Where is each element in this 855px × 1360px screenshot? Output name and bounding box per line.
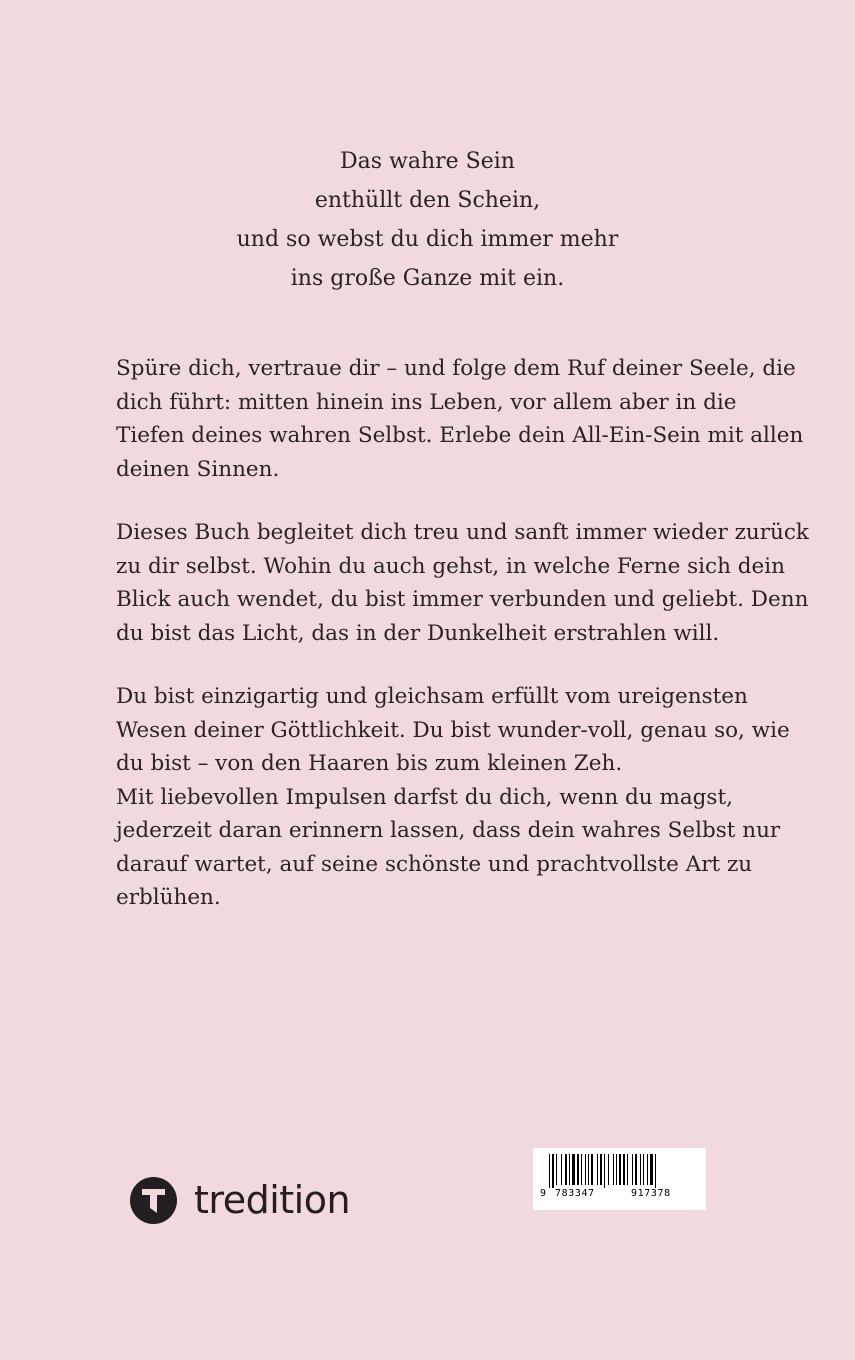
poem-line: ins große Ganze mit ein.	[290, 266, 565, 291]
barcode-bar	[572, 1154, 575, 1185]
barcode-bar	[619, 1154, 621, 1185]
text-line: du bist das Licht, das in der Dunkelheit erstrahlen will.	[116, 620, 720, 646]
barcode-bar	[640, 1154, 641, 1185]
barcode-bar	[561, 1154, 562, 1185]
barcode-bar	[600, 1154, 602, 1185]
tredition-logo-icon	[130, 1177, 177, 1224]
barcode-bar	[632, 1154, 633, 1185]
barcode-bar	[588, 1154, 589, 1185]
barcode-bar	[655, 1154, 656, 1188]
barcode-bar	[643, 1154, 644, 1185]
text-line: Mit liebevollen Impulsen darfst du dich, wenn du magst,	[116, 784, 733, 810]
barcode-bar	[613, 1154, 614, 1185]
barcode-bar	[627, 1154, 628, 1185]
barcode-bars	[533, 1148, 706, 1188]
blurb-paragraph	[116, 352, 804, 486]
barcode-bar	[556, 1154, 557, 1185]
text-line: dich führt: mitten hinein ins Leben, vor allem aber in die	[116, 389, 737, 415]
text-line: Spüre dich, vertraue dir – und folge dem Ruf deiner Seele, die	[116, 356, 796, 381]
barcode-bar	[552, 1154, 554, 1188]
blurb	[116, 352, 809, 945]
text-line: darauf wartet, auf seine schönste und prachtvollste Art zu	[116, 851, 753, 877]
text-line: Wesen deiner Göttlichkeit. Du bist wunder-voll, genau so, wie	[116, 717, 790, 743]
isbn-barcode	[533, 1148, 706, 1210]
text-line: jederzeit daran erinnern lassen, dass dein wahres Selbst nur	[116, 818, 781, 843]
text-line: Blick auch wendet, du bist immer verbunden und geliebt. Denn	[116, 587, 809, 612]
barcode-bar	[616, 1154, 617, 1185]
text-line: zu dir selbst. Wohin du auch gehst, in welche Ferne sich dein	[116, 553, 785, 579]
text-line: Dieses Buch begleitet dich treu und sanft immer wieder zurück	[116, 520, 809, 545]
barcode-lead-digit: 9	[540, 1188, 547, 1199]
poem-line: Das wahre Sein	[340, 149, 515, 174]
poem-line: und so webst du dich immer mehr	[236, 227, 619, 252]
barcode-bar	[549, 1154, 550, 1188]
barcode-bar	[577, 1154, 579, 1185]
blurb-paragraph	[116, 516, 809, 650]
barcode-digits-left: 783347	[555, 1188, 595, 1199]
barcode-bar	[565, 1154, 567, 1185]
barcode-bar	[608, 1154, 609, 1185]
barcode-bar	[604, 1154, 605, 1188]
barcode-bar	[585, 1154, 586, 1185]
barcode-bar	[623, 1154, 625, 1185]
publisher-logo	[130, 1175, 350, 1225]
poem	[0, 142, 855, 298]
poem-line: enthüllt den Schein,	[314, 188, 541, 213]
text-line: deinen Sinnen.	[116, 456, 280, 482]
publisher-name: tredition	[194, 1178, 351, 1222]
barcode-bar	[569, 1154, 570, 1185]
barcode-bar	[597, 1154, 598, 1185]
barcode-bar	[647, 1154, 648, 1185]
barcode-bar	[581, 1154, 582, 1185]
blurb-paragraph	[116, 680, 790, 915]
text-line: du bist – von den Haaren bis zum kleinen Zeh.	[116, 751, 623, 776]
barcode-digits-right: 917378	[631, 1188, 671, 1199]
text-line: erblühen.	[116, 885, 221, 910]
barcode-bar	[635, 1154, 637, 1185]
text-line: Tiefen deines wahren Selbst. Erlebe dein All-Ein-Sein mit allen	[116, 423, 804, 448]
barcode-bar	[591, 1154, 593, 1185]
text-line: Du bist einzigartig und gleichsam erfüllt vom ureigensten	[116, 684, 748, 709]
barcode-bar	[650, 1154, 653, 1185]
